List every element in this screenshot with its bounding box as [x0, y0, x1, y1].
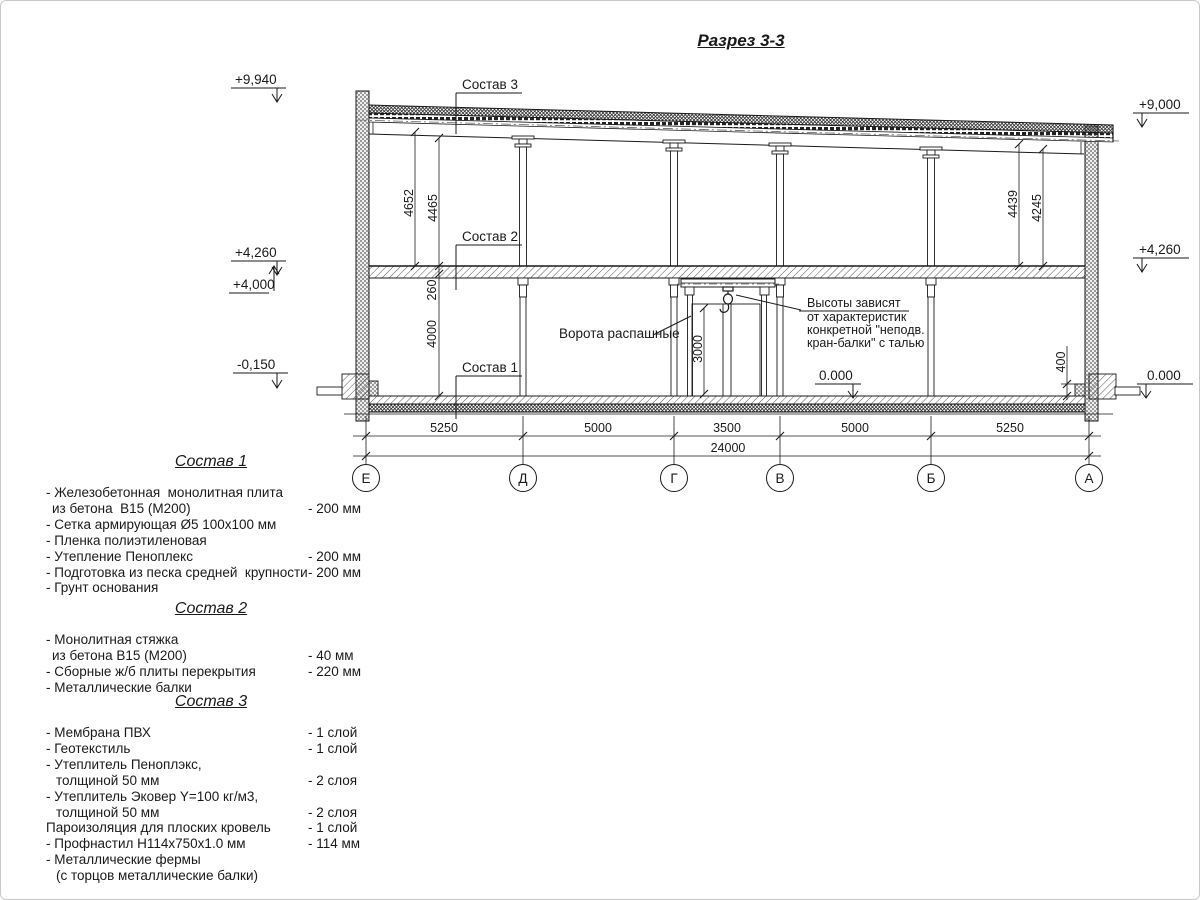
legend-row: - Металлические фермы	[46, 852, 201, 868]
gate-label: Ворота распашные	[559, 326, 680, 341]
legend-row: Пароизоляция для плоских кровель - 1 слой	[46, 820, 358, 836]
crane-note-line3: конкретной "неподв.	[807, 323, 925, 337]
legend-row: - Сборные ж/б плиты перекрытия - 220 мм	[46, 663, 362, 679]
legend-row: толщиной 50 мм - 2 слоя	[56, 804, 358, 820]
legend-row: - Сетка армирующая Ø5 100х100 мм	[46, 516, 277, 532]
drawing-title: Разрез 3-3	[697, 31, 785, 50]
dim-400: 400	[1054, 351, 1068, 373]
dim-5250-1: 5250	[430, 421, 458, 435]
dim-260: 260	[425, 279, 439, 301]
legend-section-sostav-2	[46, 600, 376, 696]
dim-5000-2: 5000	[841, 421, 869, 435]
axis-b: Б	[926, 471, 936, 486]
legend-row: - Утепление Пеноплекс - 200 мм	[46, 548, 362, 564]
dim-24000: 24000	[710, 441, 746, 455]
legend-row: - Металлические балки	[46, 679, 192, 695]
roof	[357, 105, 1119, 154]
legend-title-3: Состав 3	[174, 693, 248, 710]
middle-slab	[369, 266, 1085, 278]
legend-row: - Грунт основания	[46, 580, 159, 596]
dim-4245: 4245	[1030, 194, 1044, 222]
axis-e: Е	[361, 471, 371, 486]
dim-4652: 4652	[402, 189, 416, 217]
legend-row: из бетона В15 (М200) - 200 мм	[52, 500, 362, 516]
legend-row: (с торцов металлические балки)	[56, 868, 258, 884]
elev-right-bot: 0.000	[1147, 368, 1181, 383]
dim-3500: 3500	[713, 421, 741, 435]
legend-row: толщиной 50 мм - 2 слоя	[56, 772, 358, 788]
elev-left-top: +9,940	[235, 72, 277, 87]
legend-row: из бетона В15 (М200) - 40 мм	[52, 647, 354, 663]
dim-5250-2: 5250	[996, 421, 1024, 435]
legend-row: - Утеплитель Эковер Y=100 кг/м3,	[46, 788, 259, 804]
legend-row: - Профнастил Н114х750х1.0 мм - 114 мм	[46, 836, 361, 852]
dim-5000-1: 5000	[584, 421, 612, 435]
section-drawing	[1, 1, 1200, 501]
axis-d: Д	[518, 471, 528, 486]
axis-g: Г	[670, 471, 678, 486]
dim-4439: 4439	[1006, 190, 1020, 218]
legend-row: - Геотекстиль - 1 слой	[46, 740, 358, 756]
legend-row: - Утеплитель Пеноплэкс,	[46, 756, 202, 772]
callout-sostav-3: Состав 3	[462, 77, 518, 92]
callout-sostav-2: Состав 2	[462, 229, 518, 244]
legend-row: - Подготовка из песка средней крупности - 200 мм	[46, 564, 362, 580]
elev-mid-bot: 0.000	[819, 368, 853, 383]
upper-columns	[512, 136, 942, 266]
elev-right-mid: +4,260	[1139, 242, 1181, 257]
legend-section-sostav-1	[46, 453, 376, 596]
crane-note-line4: кран-балки" с талью	[807, 336, 925, 350]
dim-4000: 4000	[425, 320, 439, 348]
crane-note-line2: от характеристик	[807, 310, 907, 324]
elev-right-top: +9,000	[1139, 97, 1181, 112]
left-wall	[356, 91, 369, 421]
elev-left-mid1: +4,260	[235, 245, 277, 260]
legend-row: - Пленка полиэтиленовая	[46, 532, 207, 548]
axis-a: А	[1084, 471, 1094, 486]
crane-note-line1: Высоты зависят	[807, 296, 901, 310]
axis-v: В	[775, 471, 785, 486]
legend-title-2: Состав 2	[174, 600, 248, 617]
legend-row: - Монолитная стяжка	[46, 632, 179, 647]
axis-bubbles	[353, 465, 1103, 492]
callout-sostav-1: Состав 1	[462, 360, 518, 375]
legend-row: - Мембрана ПВХ - 1 слой	[46, 725, 358, 740]
dim-3000: 3000	[691, 335, 705, 363]
legend-title-1: Состав 1	[174, 453, 248, 470]
legend-row: - Железобетонная монолитная плита	[46, 485, 284, 500]
elev-left-mid2: +4,000	[233, 277, 275, 292]
dim-4465: 4465	[426, 194, 440, 222]
legend-section-sostav-3	[46, 693, 376, 884]
ground-slab	[344, 396, 1113, 414]
elev-left-bot: -0,150	[237, 357, 276, 372]
